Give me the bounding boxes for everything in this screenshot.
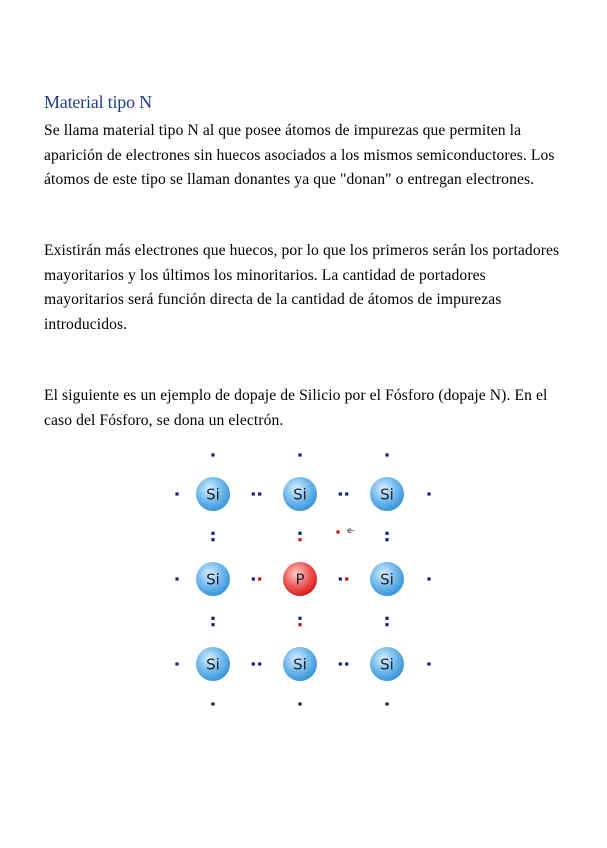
free-electron-label: e- — [347, 526, 355, 535]
bond-electron — [252, 492, 255, 495]
section-heading: Material tipo N — [44, 92, 152, 112]
bond-electron — [385, 617, 388, 620]
atom-symbol: P — [295, 570, 305, 589]
bond-electron — [211, 617, 214, 620]
edge-electron — [427, 577, 430, 580]
bond-electron — [345, 662, 348, 665]
paragraph-majority-carriers: Existirán más electrones que huecos, por lo que los primeros serán los portadores mayoritarios y los últimos los minoritarios. La cantidad de portadores mayoritarios será función directa de la cantidad de átomos de impurezas introducidos. — [44, 242, 560, 333]
bond-electron — [339, 492, 342, 495]
atom-symbol: Si — [206, 655, 220, 674]
bond-electron — [252, 577, 255, 580]
edge-electron — [211, 702, 214, 705]
edge-electron — [211, 453, 214, 456]
atom-symbol: Si — [380, 655, 394, 674]
bond-electron — [339, 577, 342, 580]
bond-electron — [345, 577, 348, 580]
bond-electron — [385, 538, 388, 541]
bond-electron — [298, 538, 301, 541]
silicon-phosphorus-lattice-diagram — [160, 440, 460, 725]
atom-symbol: Si — [206, 570, 220, 589]
edge-electron — [298, 702, 301, 705]
bond-electron — [298, 617, 301, 620]
edge-electron — [427, 662, 430, 665]
atom-symbol: Si — [206, 485, 220, 504]
bond-electron — [211, 532, 214, 535]
edge-electron — [298, 453, 301, 456]
bond-electron — [339, 662, 342, 665]
bond-electron — [258, 492, 261, 495]
free-electron — [336, 530, 339, 533]
bond-electron — [211, 623, 214, 626]
bond-electron — [252, 662, 255, 665]
bond-electron — [385, 623, 388, 626]
edge-electron — [175, 662, 178, 665]
edge-electron — [175, 577, 178, 580]
paragraph-definition: Se llama material tipo N al que posee átomos de impurezas que permiten la aparición de electrones sin huecos asociados a los mismos semiconductores. Los átomos de este tipo se llaman donantes ya que "donan" o entregan electrones. — [44, 122, 555, 189]
bond-electron — [258, 577, 261, 580]
bond-electron — [258, 662, 261, 665]
edge-electron — [175, 492, 178, 495]
edge-electron — [385, 702, 388, 705]
atom-symbol: Si — [293, 655, 307, 674]
bond-electron — [298, 623, 301, 626]
bond-electron — [385, 532, 388, 535]
bond-electron — [298, 532, 301, 535]
edge-electron — [385, 453, 388, 456]
atom-symbol: Si — [380, 485, 394, 504]
bond-electron — [345, 492, 348, 495]
atom-symbol: Si — [293, 485, 307, 504]
atom-symbol: Si — [380, 570, 394, 589]
bond-electron — [211, 538, 214, 541]
edge-electron — [427, 492, 430, 495]
paragraph-doping-example: El siguiente es un ejemplo de dopaje de Silicio por el Fósforo (dopaje N). En el caso del Fósforo, se dona un electrón. — [44, 387, 548, 429]
